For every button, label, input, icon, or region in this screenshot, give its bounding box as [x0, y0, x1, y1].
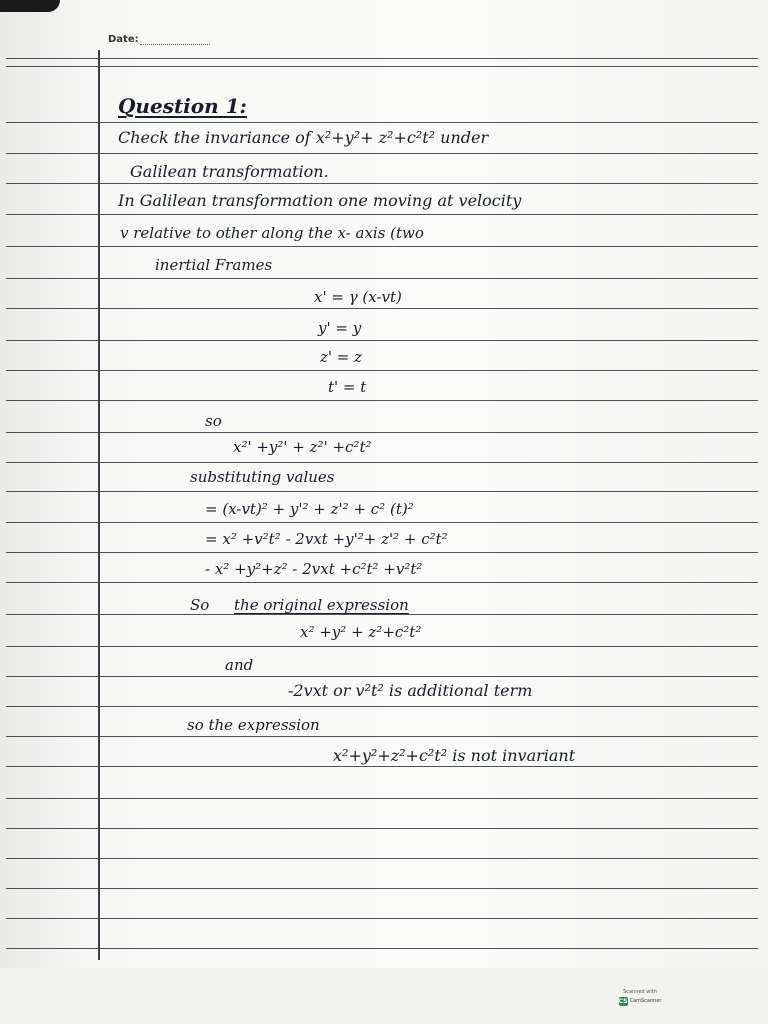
so-the-expression-label: so the expression [187, 716, 320, 734]
ruled-line [6, 153, 758, 154]
ruled-line [6, 58, 758, 59]
equation-t-prime: t' = t [328, 378, 367, 396]
equation-x-prime: x' = γ (x-vt) [314, 288, 402, 306]
equation-z-prime: z' = z [320, 348, 363, 366]
ruled-line [6, 183, 758, 184]
ruled-line [6, 828, 758, 829]
substituting-label: substituting values [190, 468, 335, 486]
ruled-line [6, 614, 758, 615]
ruled-line [6, 552, 758, 553]
margin-line [98, 50, 100, 960]
scanner-brand [619, 997, 662, 1006]
ruled-line [6, 676, 758, 677]
ruled-line [6, 646, 758, 647]
so-label-2: So [190, 596, 210, 614]
question-line-4: v relative to other along the x- axis (two [120, 224, 424, 242]
ruled-line [6, 214, 758, 215]
additional-term-line: -2vxt or v²t² is additional term [288, 681, 533, 700]
ruled-line [6, 766, 758, 767]
conclusion-line: x²+y²+z²+c²t² is not invariant [333, 746, 576, 765]
ruled-line [6, 66, 758, 67]
ruled-line [6, 246, 758, 247]
question-line-2: Galilean transformation. [130, 162, 329, 181]
question-line-5: inertial Frames [155, 256, 273, 274]
original-expression-label: the original expression [234, 596, 409, 614]
date-blank [140, 44, 210, 45]
step-1: = (x-vt)² + y'² + z'² + c² (t)² [205, 500, 414, 518]
ruled-line [6, 400, 758, 401]
ruled-line [6, 308, 758, 309]
ruled-line [6, 491, 758, 492]
original-expression: x² +y² + z²+c²t² [300, 623, 422, 641]
so-label: so [205, 412, 222, 430]
ruled-line [6, 736, 758, 737]
camscanner-logo-icon: CS [618, 997, 628, 1005]
ruled-line [6, 522, 758, 523]
question-line-3: In Galilean transformation one moving at velocity [118, 191, 522, 210]
ruled-line [6, 122, 758, 123]
ruled-line [6, 582, 758, 583]
ruled-line [6, 948, 758, 949]
ruled-line [6, 432, 758, 433]
question-line-1: Check the invariance of x²+y²+ z²+c²t² under [118, 128, 489, 147]
step-3: - x² +y²+z² - 2vxt +c²t² +v²t² [205, 560, 423, 578]
equation-y-prime: y' = y [318, 319, 362, 337]
scanner-watermark [618, 982, 662, 1012]
date-label: Date: [108, 34, 139, 45]
scanned-with-label: Scanned with [623, 988, 657, 995]
question-title: Question 1: [118, 94, 247, 118]
scanner-brand-name: CamScanner [629, 998, 662, 1004]
ruled-line [6, 340, 758, 341]
ruled-line [6, 858, 758, 859]
and-label: and [225, 656, 254, 674]
ruled-line [6, 278, 758, 279]
ruled-line [6, 370, 758, 371]
ruled-line [6, 706, 758, 707]
step-2: = x² +v²t² - 2vxt +y'²+ z'² + c²t² [205, 530, 448, 548]
primed-expression: x²' +y²' + z²' +c²t² [233, 438, 372, 456]
ruled-line [6, 798, 758, 799]
ruled-line [6, 462, 758, 463]
ruled-line [6, 918, 758, 919]
ruled-line [6, 888, 758, 889]
